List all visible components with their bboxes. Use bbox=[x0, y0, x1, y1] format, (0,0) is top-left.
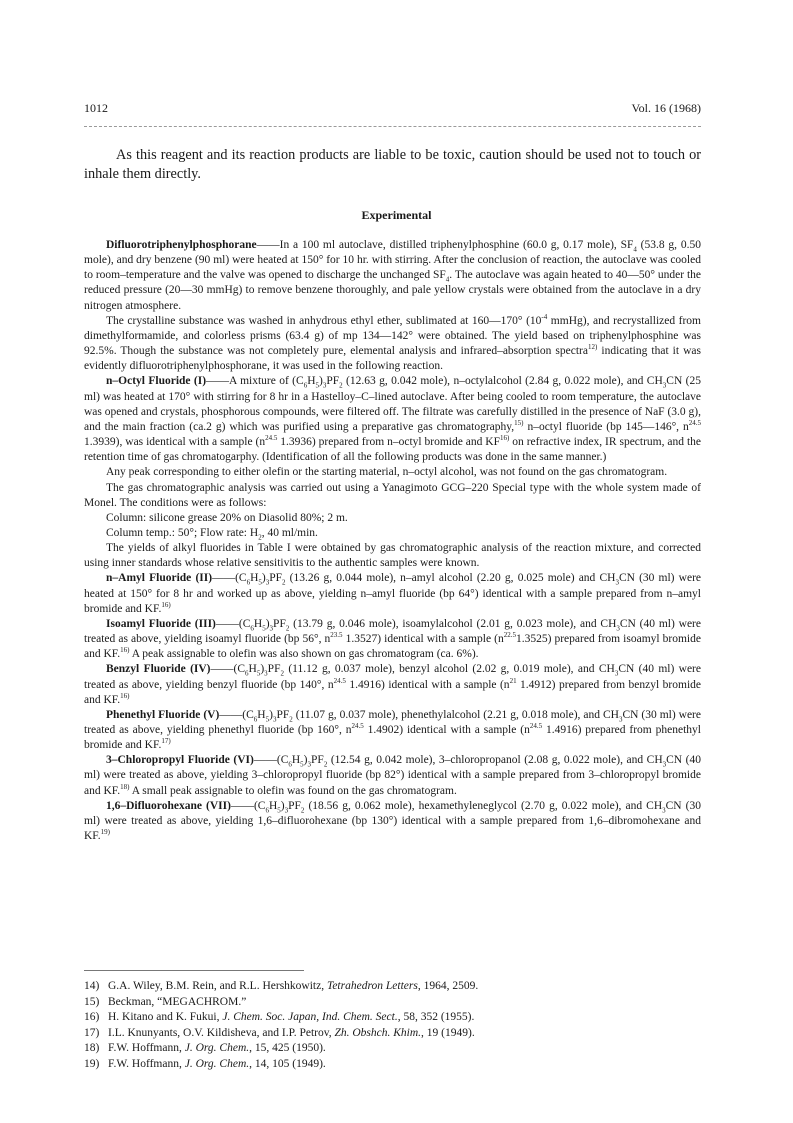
paragraph-octyl: n–Octyl Fluoride (I)——A mixture of $(C_6H_5)_3PF_2$ (12.63 g, 0.042 mole), n–octylalcohol (2.84 g, 0.022 mole), and $CH_3CN$ (25 ml) was heated at 170° with stirring for 8 hr in a Hastelloy–C–lined autoclave. After being cooled to room temperature, the autoclave was opened and crystals, phosphorous compounds, were filtered off. The filtrate was carefully distilled in the presence of NaF (3.0 g), and the main fraction (ca.2 g) which was purified using a preparative gas chromatography,$^{15)}$ n–octyl fluoride (bp 145—146°, $n^{24.5}$ 1.3939), was identical with a sample ($n^{24.5}$ 1.3936) prepared from n–octyl bromide and KF$^{16)}$ on refractive index, IR spectrum, and the retention time of gas chromatogarphy. (Identification of all the following products was done in the same manner.) bbox=[84, 375, 702, 464]
compound-heading: n–Amyl Fluoride (II) bbox=[106, 572, 213, 585]
paragraph-amyl: n–Amyl Fluoride $(II)——(C_6H_5)_3PF_2$ (13.26 g, 0.044 mole), n–amyl alcohol (2.20 g, 0.025 mole) and $CH_3CN$ (30 ml) were heated at 150° for 8 hr and worked up as above, yielding n–amyl fluoride (bp 64°) identical with a sample prepared from n–amyl bromide and KF.$^{16)}$ bbox=[84, 572, 702, 615]
reference-item: 17) I.L. Knunyants, O.V. Kildisheva, and I.P. Petrov, Zh. Obshch. Khim., 19 (1949). bbox=[84, 1026, 475, 1039]
paragraph-gc: The gas chromatographic analysis was carried out using a Yanagimoto GCG–220 Special type with the whole system made of Monel. The conditions were as follows: bbox=[84, 481, 701, 509]
compound-heading: 1,6–Difluorohexane (VII) bbox=[106, 799, 231, 812]
paragraph-crystalline: The crystalline substance was washed in anhydrous ethyl ether, sublimated at 160—170° ($10^{-4}$ mmHg), and recrystallized from dimethylformamide, and colorless prisms (63.4 g) of mp 134—142° were obtained. The yield based on triphenylphosphine was 92.5%. Though the substance was not completely pure, elemental analysis and infrared–absorption spectra$^{12)}$ indicating that it was evidently difluorotriphenylphosphorane, it was used in the following reaction. bbox=[84, 312, 701, 373]
compound-heading: 3–Chloropropyl Fluoride (VI) bbox=[106, 754, 254, 767]
references-list bbox=[84, 979, 478, 1073]
section-title: Experimental bbox=[361, 208, 432, 222]
paragraph-isoamyl: Isoamyl Fluoride $(III)——(C_6H_5)_3PF_2$ (13.79 g, 0.046 mole), isoamylalcohol (2.01 g, 0.023 mole), and $CH_3CN$ (40 ml) were treated as above, yielding isoamyl fluoride (bp 56°, $n^{23.5}$ 1.3527) identical with a sample $(n^{22.5}1.3525)$ prepared from isoamyl bromide and KF.$^{16)}$ A peak assignable to olefin was also shown on gas chromatogram (ca. 6%). bbox=[84, 617, 701, 661]
reference-item: 18) F.W. Hoffmann, J. Org. Chem., 15, 425 (1950). bbox=[84, 1042, 326, 1055]
ref-12-citation: 12) bbox=[587, 343, 598, 352]
intro-paragraph: As this reagent and its reaction products are liable to be toxic, caution should be used not to touch or inhale them directly. bbox=[84, 147, 701, 182]
paragraph-benzyl: Benzyl Fluoride $(IV)——(C_6H_5)_3PF_2$ (11.12 g, 0.037 mole), benzyl alcohol (2.02 g, 0.019 mole), and $CH_3CN$ (40 ml) were treated as above, yielding benzyl fluoride (bp 140°, $n^{24.5}$ 1.4916) identical with a sample ($n^{21}$ 1.4912) prepared from benzyl bromide and KF.$^{16)}$ bbox=[84, 663, 701, 706]
paragraph-difluoro: Difluorotriphenylphosphorane——In a 100 ml autoclave, distilled triphenylphosphine (60.0 g, 0.17 mole), $SF_4$ (53.8 g, 0.50 mole), and dry benzene (90 ml) were heated at 150° for 10 hr. with stirring. After the conclusion of reaction, the autoclave was cooled to room–temperature and the valve was opened to discharge the unchanged $SF_4$. The autoclave was again heated to 40—50° under the reduced pressure (20—30 mmHg) to remove benzene thoroughly, and pale yellow crystals were obtained from the autoclave in a dry nitrogen atmosphere. bbox=[84, 239, 701, 312]
compound-heading: Benzyl Fluoride (IV) bbox=[106, 663, 211, 676]
paragraph-chloropropyl: 3–Chloropropyl Fluoride $(VI)——(C_6H_5)_3PF_2$ (12.54 g, 0.042 mole), 3–chloropropanol (2.08 g, 0.022 mole), and $CH_3CN$ (40 ml) were treated as above, yielding 3–chloropropyl fluoride (bp 82°) identical with a sample prepared from 3–chloropropyl bromide and KF.$^{18)}$ A small peak assignable to olefin was found on the gas chromatogram. bbox=[84, 754, 701, 797]
journal-volume: Vol. 16 (1968) bbox=[631, 101, 701, 115]
paragraph-anypeak: Any peak corresponding to either olefin or the starting material, n–octyl alcohol, was not found on the gas chromatogram. bbox=[106, 466, 668, 479]
gc-column-temp: Column temp.: 50°; Flow rate: $H_2$, 40 ml/min. bbox=[106, 526, 318, 542]
paragraph-difluorohexane: 1,6–Difluorohexane $(VII)——(C_6H_5)_3PF_2$ (18.56 g, 0.062 mole), hexamethyleneglycol (2.70 g, 0.022 mole), and $CH_3CN$ (30 ml) were treated as above, yielding 1,6–difluorohexane (bp 130°) identical with a sample prepared from 1,6–dibromohexane and KF.$^{19)}$ bbox=[84, 799, 701, 843]
header-divider bbox=[84, 126, 701, 127]
compound-heading: Phenethyl Fluoride (V) bbox=[106, 708, 220, 721]
page-number: 1012 bbox=[84, 101, 108, 115]
compound-heading: Isoamyl Fluoride (III) bbox=[106, 617, 216, 630]
compound-heading: Difluorotriphenylphosphorane bbox=[106, 239, 257, 251]
experimental-body bbox=[84, 238, 701, 844]
reference-item: 15) Beckman, “MEGACHROM.” bbox=[84, 995, 247, 1008]
gc-column: Column: silicone grease 20% on Diasolid 80%; 2 m. bbox=[106, 511, 348, 524]
reference-item: 16) H. Kitano and K. Fukui, J. Chem. Soc. Japan, Ind. Chem. Sect., 58, 352 (1955). bbox=[84, 1011, 475, 1024]
reference-item: 14) G.A. Wiley, B.M. Rein, and R.L. Hershkowitz, Tetrahedron Letters, 1964, 2509. bbox=[84, 980, 479, 992]
paragraph-yields: The yields of alkyl fluorides in Table I were obtained by gas chromatographic analysis of the reaction mixture, and corrected using inner standards whose relative sensitivitis to the authentic samples were known. bbox=[84, 542, 701, 570]
footnote-separator bbox=[84, 970, 304, 971]
reference-item: 19) F.W. Hoffmann, J. Org. Chem., 14, 105 (1949). bbox=[84, 1057, 326, 1070]
paragraph-phenethyl: Phenethyl Fluoride $(V)——(C_6H_5)_3PF_2$ (11.07 g, 0.037 mole), phenethylalcohol (2.21 g, 0.018 mole), and $CH_3CN$ (30 ml) were treated as above, yielding phenethyl fluoride (bp 160°, $n^{24.5}$ 1.4902) identical with a sample ($n^{24.5}$ 1.4916) prepared from phenethyl bromide and KF.$^{17)}$ bbox=[84, 708, 701, 752]
compound-heading: n–Octyl Fluoride (I) bbox=[106, 375, 207, 388]
